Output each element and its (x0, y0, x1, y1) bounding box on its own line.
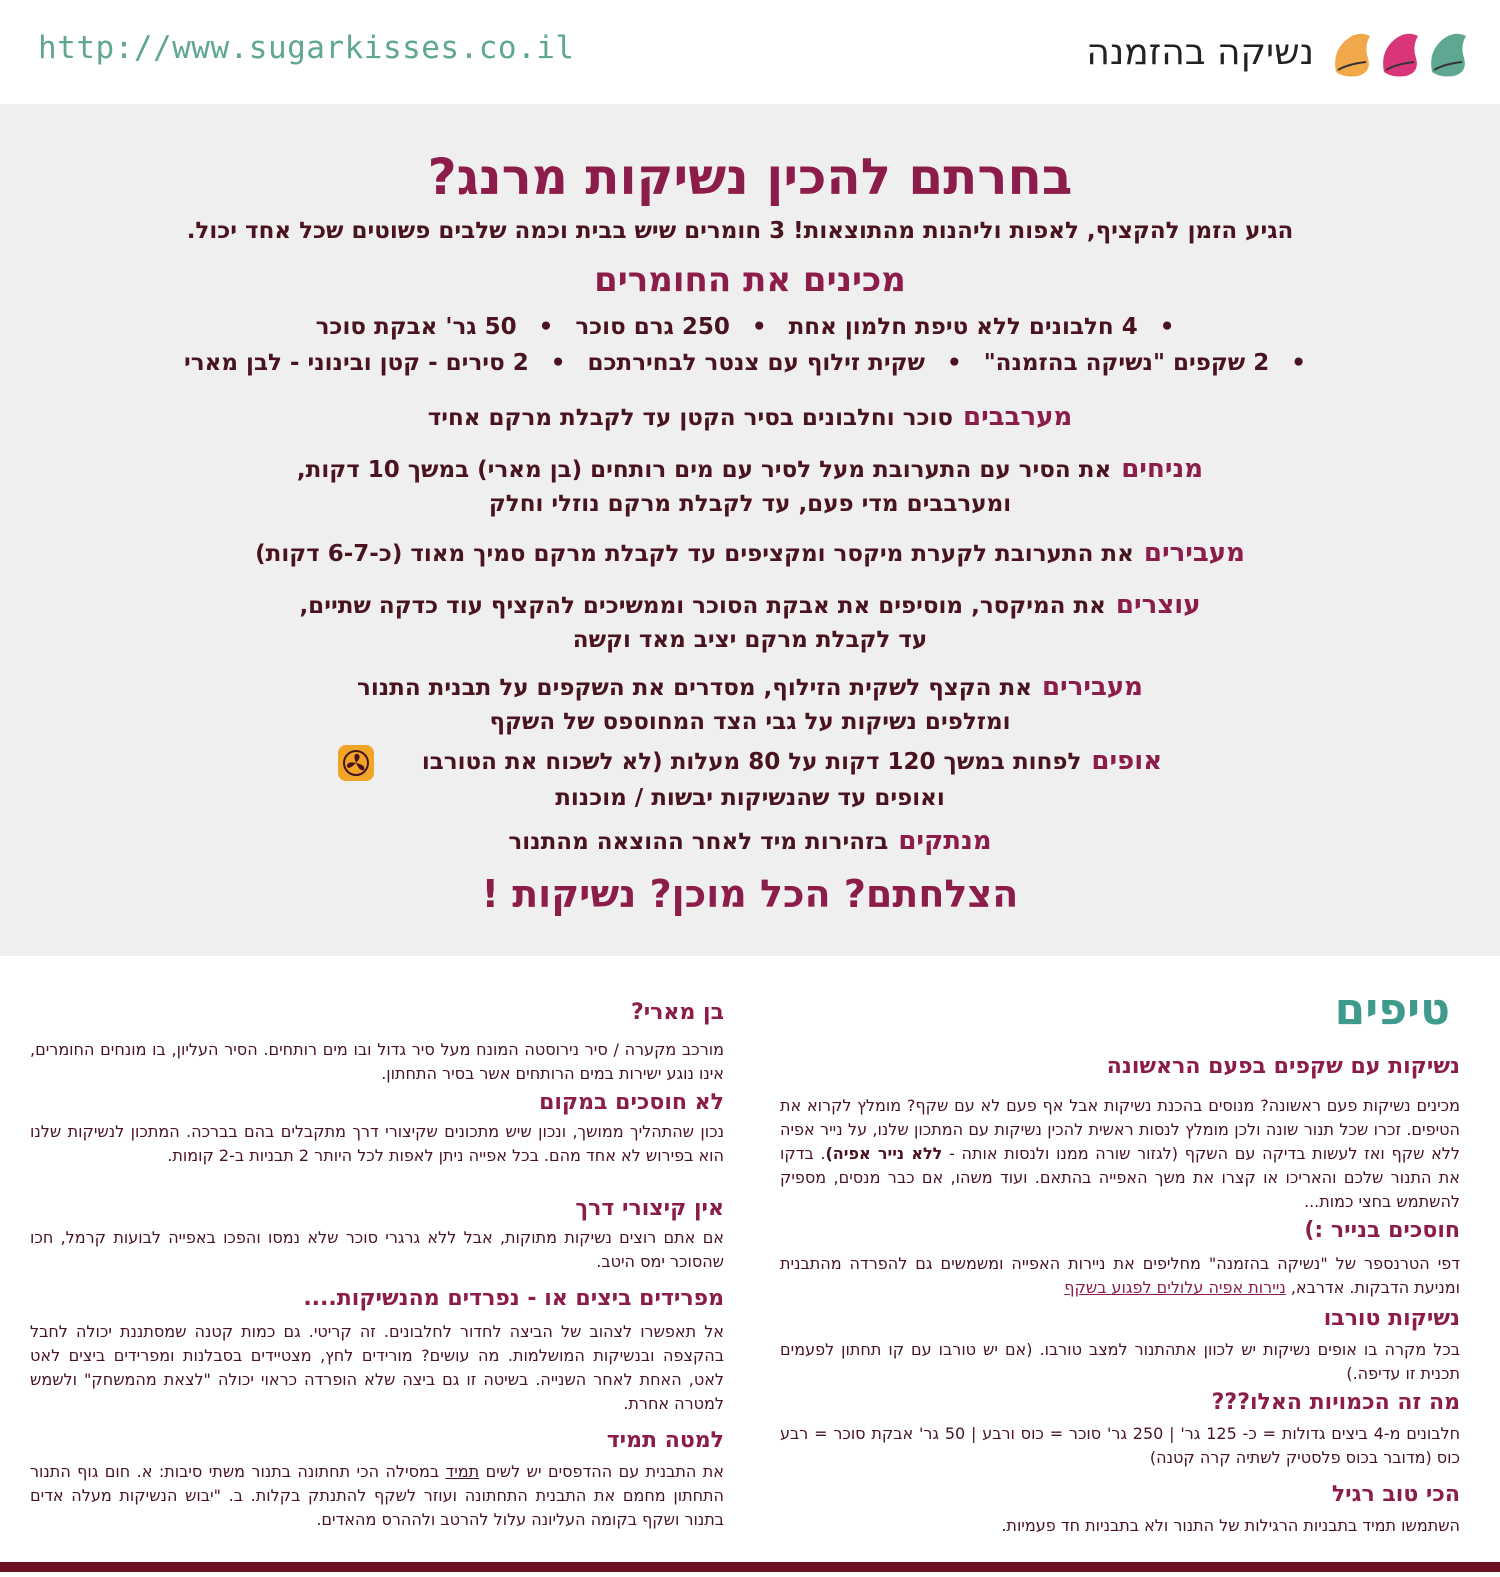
ingredient: 50 גר' אבקת סוכר (315, 314, 517, 340)
tip-text: בכל מקרה בו אופים נשיקות יש לכוון אתהתנור למצב טורבו. (אם יש טורבו עם קו תחתון לפעמים תכנית זו עדיפה.) (780, 1340, 1460, 1383)
site-url[interactable]: http://www.sugarkisses.co.il (38, 30, 575, 66)
step-verb: מנתקים (898, 826, 992, 856)
step-4 (150, 588, 1350, 657)
step-1 (150, 400, 1350, 435)
ingredient: 2 שקפים "נשיקה בהזמנה" (983, 350, 1270, 376)
tip-heading: אין קיצורי דרך (575, 1196, 724, 1221)
kisses-logo-icon (1328, 22, 1480, 82)
step-verb: מעבירים (1143, 538, 1245, 568)
step-text: את הקצף לשקית הזילוף, מסדרים את השקפים על תבנית התנור (356, 675, 1032, 701)
tip-heading: לא חוסכים במקום (539, 1090, 724, 1115)
step-verb: מערבבים (963, 402, 1073, 432)
tips-title: טיפים (1334, 984, 1450, 1035)
step-6 (150, 744, 1350, 815)
tip-heading: חוסכים בנייר :) (1304, 1218, 1460, 1243)
tip-heading: מה זה הכמויות האלו??? (1211, 1390, 1460, 1415)
tip-heading: למטה תמיד (606, 1428, 724, 1453)
recipe-title: בחרתם להכין נשיקות מרנג? (427, 148, 1073, 206)
tips-left-column (24, 956, 724, 1577)
recipe-section (0, 104, 1500, 956)
recipe-final: הצלחתם? הכל מוכן? נשיקות ! (481, 872, 1019, 916)
step-text: את הסיר עם התערובת מעל לסיר עם מים רותחים (בן מארי) במשך 10 דקות, (296, 457, 1112, 483)
tip-text: אל תאפשרו לצהוב של הביצה לחדור לחלבונים. זה קריטי. גם כמות קטנה שמסתננת יכולה לחבל בהקצפה ובנשיקות המושלמות. מה עושים? מורידים לחץ, מצטיידים בסבלנות ומפרידים ביצים לאט לאט, האחת לאחר השנייה. בשיטה זו גם ביצה שלא הופרדה כראוי יכולה "לצאת מהמשחק" ולשמש למטרה אחרת. (30, 1322, 724, 1413)
tips-right-column (780, 956, 1460, 1577)
brand-name: נשיקה בהזמנה (1086, 31, 1314, 73)
step-3 (150, 536, 1350, 571)
tip-text: מורכב מקערה / סיר נירוסטה המונח מעל סיר גדול ובו מים רותחים. הסיר העליון, בו מונחים החומרים, אינו נוגע ישירות במים הרותחים אשר בסיר התחתון. (30, 1040, 724, 1083)
brand[interactable] (1086, 22, 1480, 82)
step-verb: עוצרים (1115, 590, 1201, 620)
tip-text: השתמשו תמיד בתבניות הרגילות של התנור ולא בתבניות חד פעמיות. (1001, 1516, 1460, 1535)
step-text: בזהירות מיד לאחר ההוצאה מהתנור (508, 829, 889, 855)
ingredient: שקית זילוף עם צנטר לבחירתכם (587, 350, 925, 376)
step-text: את המיקסר, מוסיפים את אבקת הסוכר וממשיכים להקציף עוד כדקה שתיים, (299, 593, 1106, 619)
step-text-2: ואופים עד שהנשיקות יבשות / מוכנות (555, 784, 945, 811)
tip-heading: הכי טוב רגיל (1331, 1482, 1460, 1507)
step-text-2: ומערבבים מדי פעם, עד לקבלת מרקם נוזלי וחלק (488, 491, 1012, 517)
ingredient: 4 חלבונים ללא טיפת חלמון אחת (788, 314, 1138, 340)
tip-text: את התבנית עם ההדפסים יש לשים תמיד במסילה הכי תחתונה בתנור משתי סיבות: א. חום גוף התנור התחתון מחמם את התבנית התחתונה ועוזר לשקף להתנתק בקלות. ב. "יבוש הנשיקות מעלה אדים בתנור ושקף בקומה העליונה עלול להרטב ולההרס מהאדים. (30, 1462, 724, 1529)
fan-icon (338, 745, 374, 781)
ingredients-row-2: • 2 שקפים "נשיקה בהזמנה" • שקית זילוף עם צנטר לבחירתכם • 2 סירים - קטן ובינוני - לבן מארי (184, 350, 1306, 376)
tip-heading: נשיקות עם שקפים בפעם הראשונה (1106, 1054, 1460, 1079)
bottom-bar (0, 1562, 1500, 1572)
step-text-2: ומזלפים נשיקות על גבי הצד המחוספס של השקף (489, 709, 1011, 735)
step-7 (150, 824, 1350, 859)
ingredients-row-1: • 4 חלבונים ללא טיפת חלמון אחת • 250 גרם סוכר • 50 גר' אבקת סוכר (315, 314, 1175, 340)
tip-text: חלבונים מ-4 ביצים גדולות = כ- 125 גר' | 250 גר' סוכר = כוס ורבע | 50 גר' אבקת סוכר = רבע כוס (מדובר בכוס פלסטיק לשתיה קרה קטנה) (780, 1424, 1461, 1467)
tip-text: אם אתם רוצים נשיקות מתוקות, אבל ללא גרגרי סוכר שלא נמסו והפכו באפייה לבועות קרמל, חכו שהסוכר ימס היטב. (30, 1228, 724, 1271)
tips-section (0, 956, 1500, 1577)
tip-heading: בן מארי? (630, 1000, 724, 1025)
step-text: את התערובת לקערת מיקסר ומקציפים עד לקבלת מרקם סמיך מאוד (כ-6-7 דקות) (255, 541, 1134, 567)
tip-link[interactable]: ניירות אפיה עלולים לפגוע בשקף (1064, 1278, 1286, 1297)
tip-text: נכון שהתהליך ממושך, ונכון שיש מתכונים שקיצורי דרך מתקבלים בהם בברכה. המתכון לנשיקות שלנו הוא בפירוש לא אחד מהם. בכל אפייה ניתן לאפות לכל היותר 2 תבניות ב-2 קומות. (30, 1122, 724, 1165)
step-verb: מעבירים (1041, 672, 1143, 702)
tip-heading: נשיקות טורבו (1323, 1306, 1460, 1331)
ingredient: 2 סירים - קטן ובינוני - לבן מארי (184, 350, 529, 376)
recipe-intro: הגיע הזמן להקציף, לאפות וליהנות מהתוצאות! 3 חומרים שיש בבית וכמה שלבים פשוטים שכל אחד יכול. (186, 218, 1294, 244)
tip-text: מכינים נשיקות פעם ראשונה? מנוסים בהכנת נשיקות אבל אף פעם לא עם שקף? מומלץ לקרוא את הטיפים. זכרו שכל תנור שונה ולכן מומלץ לנסות ראשית להכין נשיקות עם המתכון שלנו, על נייר אפיה ללא שקף ואז לעשות בדיקה עם השקף (לגזור שורה ממנו ולנסות אותה - ללא נייר אפיה). בדקו את התנור שלכם והאריכו או קצרו את משך האפייה בהתאם. ועוד משהו, אם כבר מנסים, מספיק להשתמש בחצי כמות... (780, 1096, 1460, 1211)
step-text: לפחות במשך 120 דקות על 80 מעלות (לא לשכוח את הטורבו (421, 749, 1082, 775)
ingredient: 250 גרם סוכר (575, 314, 730, 340)
header (0, 0, 1500, 104)
tip-heading: מפרידים ביצים או - נפרדים מהנשיקות.... (303, 1286, 724, 1311)
step-verb: מניחים (1121, 454, 1204, 484)
tip-text: דפי הטרנספר של "נשיקה בהזמנה" מחליפים את ניירות האפייה ומשמשים גם להפרדה מהתבנית ומניעת הדבקות. אדרבא, ניירות אפיה עלולים לפגוע בשקף (780, 1254, 1460, 1297)
step-verb: אופים (1091, 746, 1163, 776)
step-5 (150, 670, 1350, 739)
step-text: סוכר וחלבונים בסיר הקטן עד לקבלת מרקם אחיד (427, 405, 954, 431)
step-text-2: עד לקבלת מרקם יציב מאד וקשה (572, 627, 928, 653)
step-2 (150, 452, 1350, 521)
ingredients-title: מכינים את החומרים (594, 260, 906, 300)
